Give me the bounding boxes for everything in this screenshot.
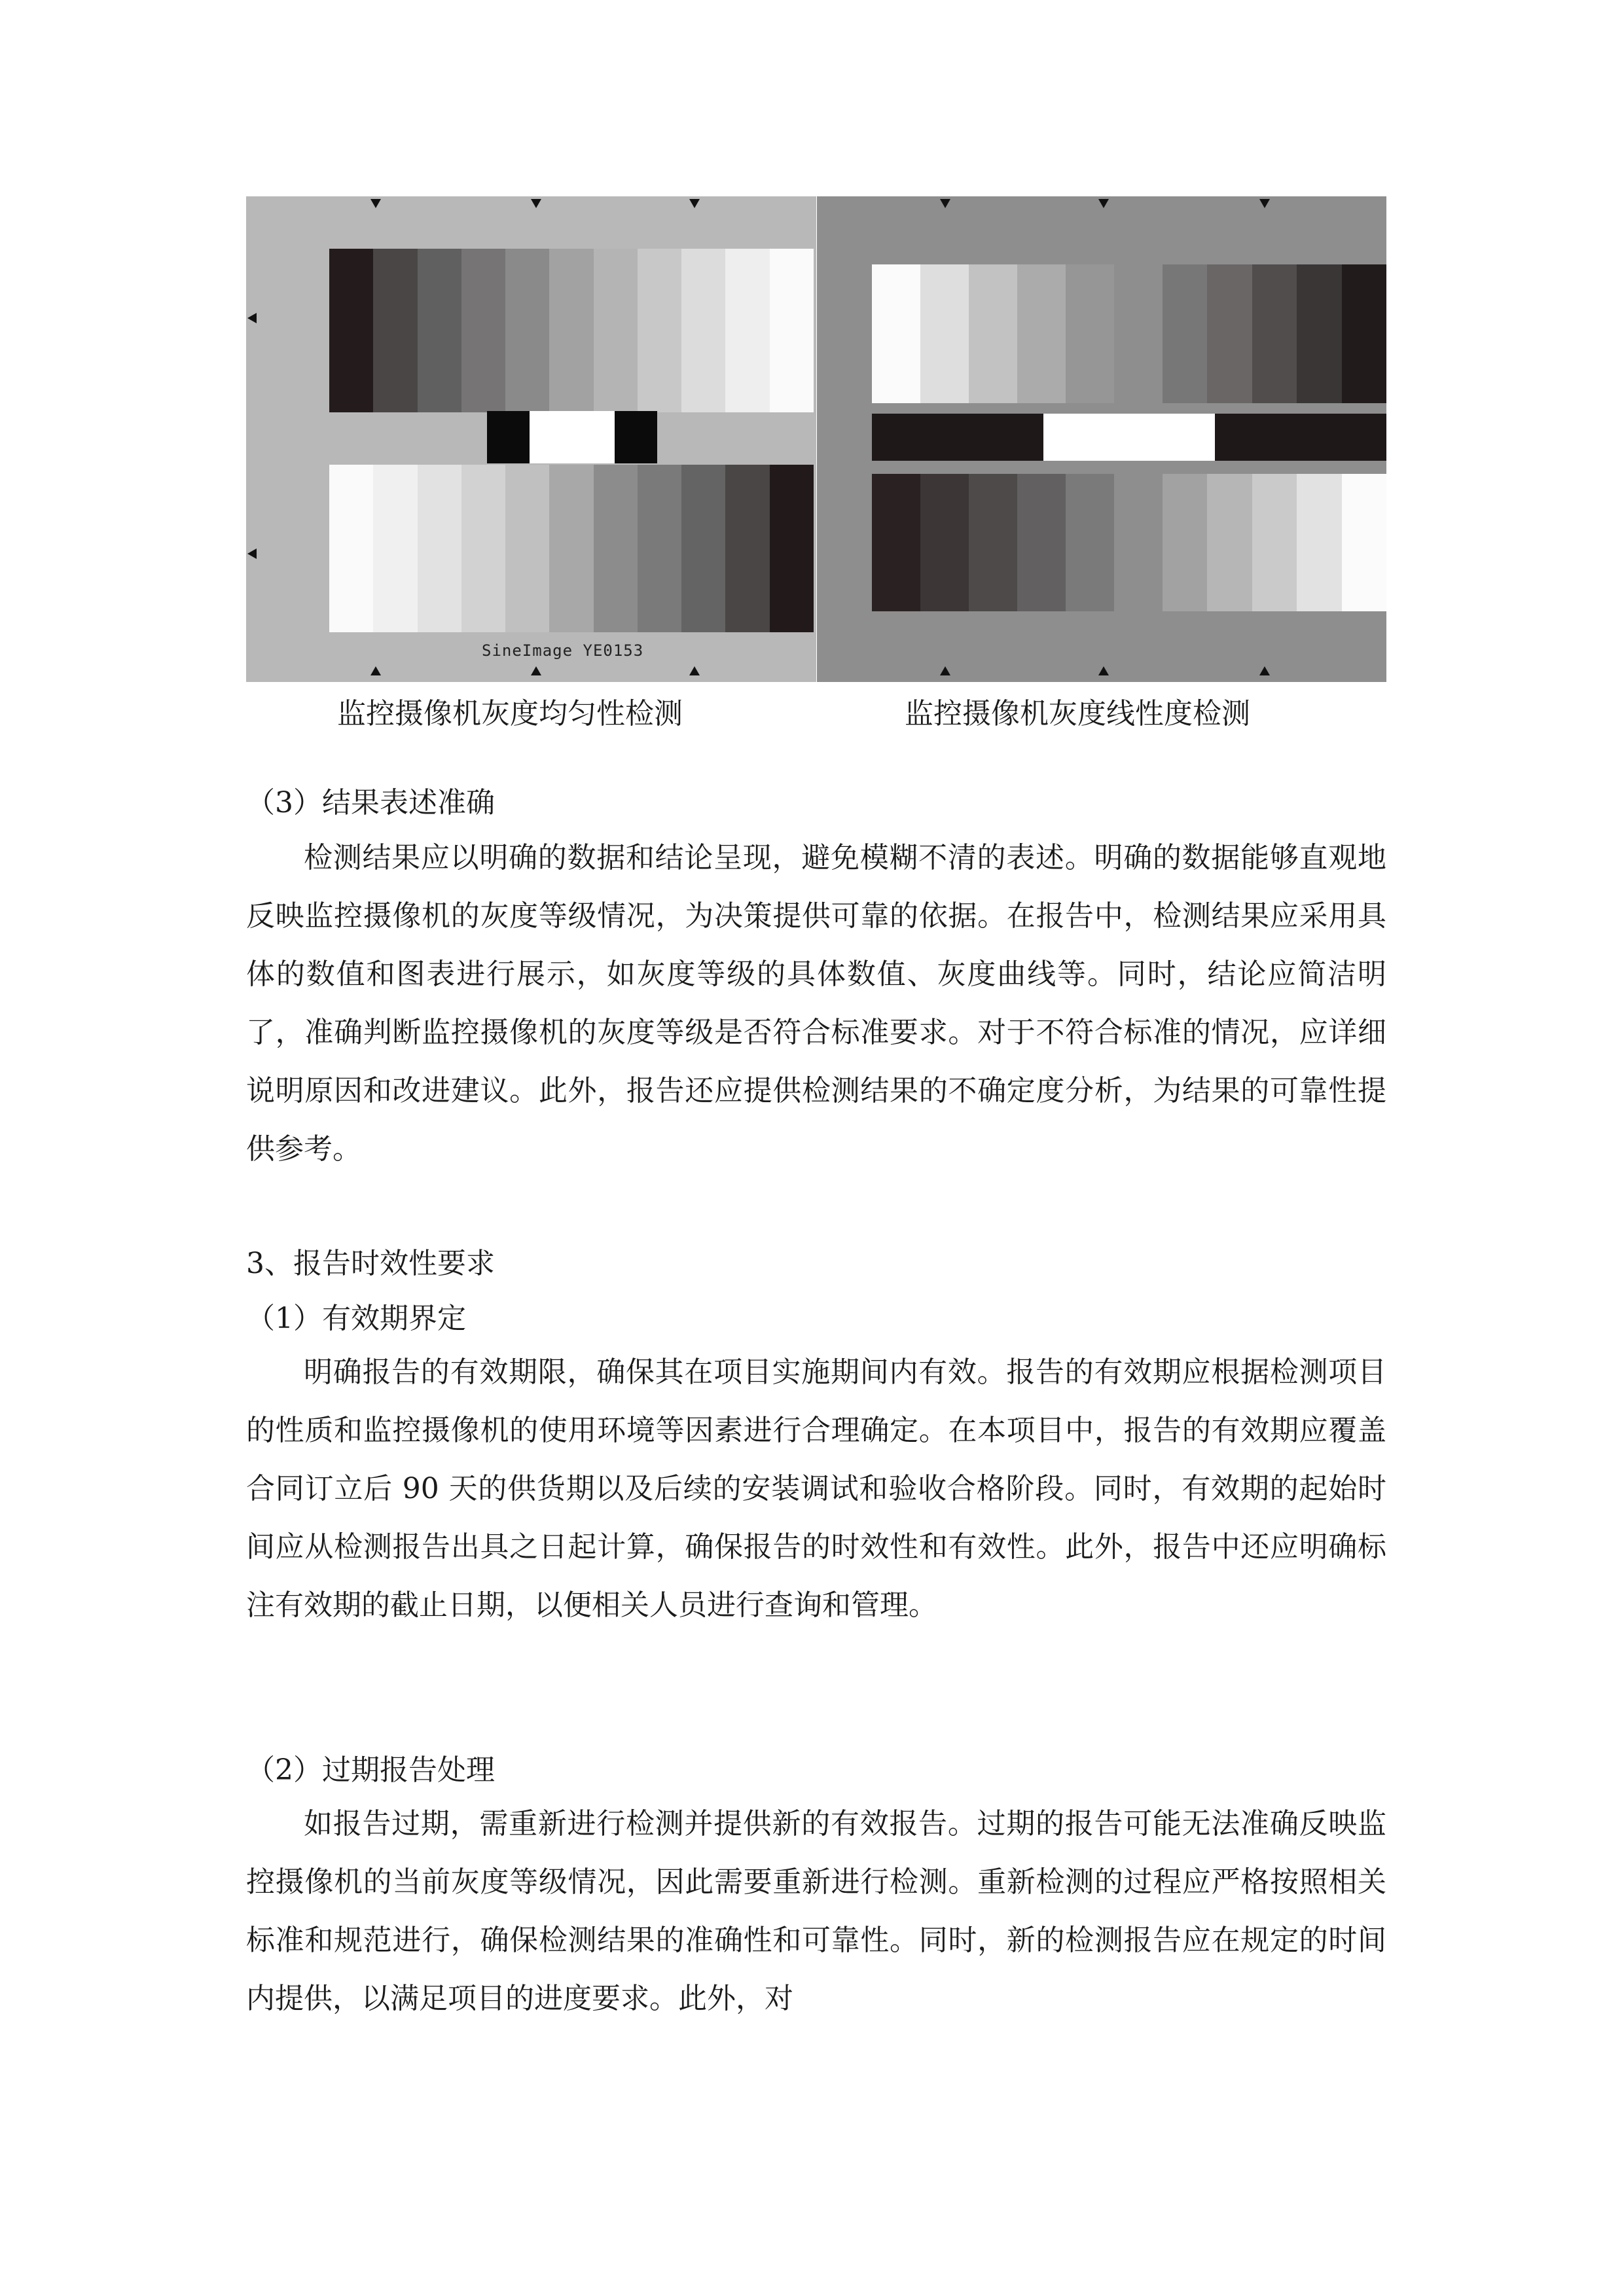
bottom-marker-icon — [689, 666, 700, 675]
bottom-marker-icon — [370, 666, 381, 675]
gray-step-patch — [1017, 264, 1066, 403]
gray-step-patch — [549, 465, 593, 632]
gray-step-patch — [549, 249, 593, 412]
gray-step-patch — [1017, 474, 1066, 611]
gray-step-patch — [1342, 264, 1386, 403]
gray-step-patch — [594, 465, 638, 632]
black-white-bar — [487, 411, 657, 463]
gray-step-patch — [770, 465, 814, 632]
gray-step-strip-bottom — [329, 465, 814, 632]
gray-step-patch — [329, 249, 373, 412]
gray-step-patch — [1342, 474, 1386, 611]
gray-step-patch — [1207, 474, 1252, 611]
top-marker-icon — [370, 199, 381, 208]
gray-step-patch — [1043, 414, 1215, 461]
sub2-paragraph: 如报告过期，需重新进行检测并提供新的有效报告。过期的报告可能无法准确反映监控摄像机的当前灰度等级情况，因此需要重新进行检测。重新检测的过程应严格按照相关标准和规范进行，确保检测结果的准确性和可靠性。同时，新的检测报告应在规定的时间内提供，以满足项目的进度要求。此外，对 — [246, 1807, 1386, 2015]
gray-step-patch — [969, 264, 1017, 403]
bottom-marker-icon — [531, 666, 541, 675]
gray-step-patch — [872, 414, 1043, 461]
gray-step-strip-bottom-dark — [872, 474, 1114, 611]
gray-step-patch — [681, 249, 725, 412]
top-marker-icon — [1098, 199, 1109, 208]
gray-step-patch — [920, 264, 969, 403]
main-section-heading: 3、报告时效性要求 — [246, 1247, 495, 1280]
gray-step-patch — [461, 465, 505, 632]
gray-step-patch — [487, 411, 530, 463]
black-white-bar — [872, 414, 1386, 461]
bottom-marker-icon — [1259, 666, 1270, 675]
top-marker-icon — [531, 199, 541, 208]
grayscale-linearity-chart — [817, 196, 1386, 682]
gray-step-patch — [329, 465, 373, 632]
gray-step-patch — [615, 411, 657, 463]
gray-step-patch — [1252, 474, 1297, 611]
grayscale-uniformity-chart — [246, 196, 816, 682]
gray-step-patch — [1163, 474, 1207, 611]
sub1-heading: （1）有效期界定 — [246, 1302, 466, 1335]
gray-step-patch — [681, 465, 725, 632]
top-marker-icon — [940, 199, 950, 208]
gray-step-patch — [505, 249, 549, 412]
gray-step-patch — [594, 249, 638, 412]
side-marker-icon — [247, 548, 257, 559]
figure-caption-left: 监控摄像机灰度均匀性检测 — [337, 697, 683, 730]
gray-step-patch — [530, 411, 572, 463]
sub1-paragraph: 明确报告的有效期限，确保其在项目实施期间内有效。报告的有效期应根据检测项目的性质和监控摄像机的使用环境等因素进行合理确定。在本项目中，报告的有效期应覆盖合同订立后 90 天的供货期以及后续的安装调试和验收合格阶段。同时，有效期的起始时间应从检测报告出具之日起计算，确保报告的时效性和有效性。此外，报告中还应明确标注有效期的截止日期，以便相关人员进行查询和管理。 — [246, 1355, 1386, 1622]
side-marker-icon — [247, 313, 257, 323]
gray-step-patch — [770, 249, 814, 412]
gray-step-patch — [969, 474, 1017, 611]
gray-step-patch — [872, 264, 920, 403]
chart-label: SineImage YE0153 — [482, 641, 644, 660]
top-marker-icon — [689, 199, 700, 208]
gray-step-patch — [373, 465, 417, 632]
gray-step-patch — [1066, 264, 1114, 403]
gray-step-patch — [1066, 474, 1114, 611]
top-marker-icon — [1259, 199, 1270, 208]
gray-step-patch — [638, 249, 681, 412]
gray-step-patch — [638, 465, 681, 632]
figure-caption-right: 监控摄像机灰度线性度检测 — [905, 697, 1250, 730]
section-3-paragraph: 检测结果应以明确的数据和结论呈现，避免模糊不清的表述。明确的数据能够直观地反映监控摄像机的灰度等级情况，为决策提供可靠的依据。在报告中，检测结果应采用具体的数值和图表进行展示，如灰度等级的具体数值、灰度曲线等。同时，结论应简洁明了，准确判断监控摄像机的灰度等级是否符合标准要求。对于不符合标准的情况，应详细说明原因和改进建议。此外，报告还应提供检测结果的不确定度分析，为结果的可靠性提供参考。 — [246, 841, 1386, 1166]
gray-step-patch — [505, 465, 549, 632]
gray-step-patch — [461, 249, 505, 412]
gray-step-patch — [418, 465, 461, 632]
bottom-marker-icon — [940, 666, 950, 675]
gray-step-patch — [1252, 264, 1297, 403]
gray-step-patch — [920, 474, 969, 611]
gray-step-patch — [418, 249, 461, 412]
gray-step-patch — [1215, 414, 1386, 461]
gray-step-patch — [373, 249, 417, 412]
gray-step-patch — [1207, 264, 1252, 403]
gray-step-patch — [1297, 474, 1341, 611]
gray-step-patch — [725, 249, 769, 412]
bottom-marker-icon — [1098, 666, 1109, 675]
section-3-heading: （3）结果表述准确 — [246, 786, 495, 819]
gray-step-patch — [572, 411, 615, 463]
gray-step-strip-top-dark — [1163, 264, 1386, 403]
gray-step-strip-top — [329, 249, 814, 412]
gray-step-patch — [725, 465, 769, 632]
gray-step-strip-top-light — [872, 264, 1114, 403]
gray-step-patch — [872, 474, 920, 611]
gray-step-patch — [1297, 264, 1341, 403]
gray-step-strip-bottom-light — [1163, 474, 1386, 611]
sub2-heading: （2）过期报告处理 — [246, 1753, 495, 1787]
gray-step-patch — [1163, 264, 1207, 403]
